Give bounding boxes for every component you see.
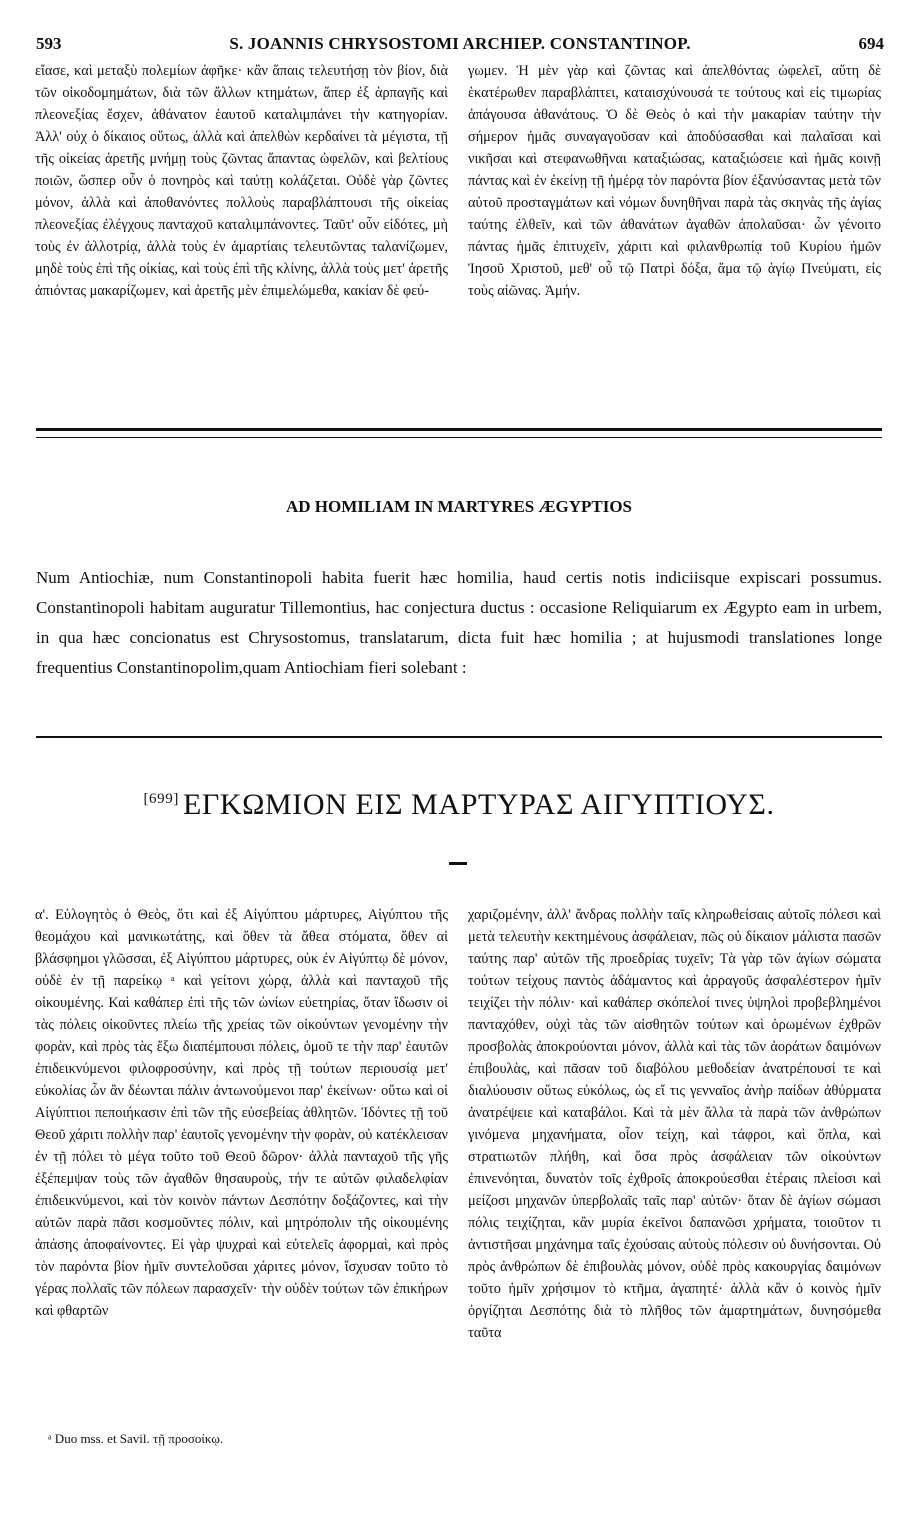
bottom-right-text: χαριζομένην, ἀλλ' ἄνδρας πολλὴν ταῖς κληρωθείσαις αὐτοῖς πόλεσι καὶ μετὰ τελευτὴν κεκτημένους ἀσφάλειαν, πῶς οὐ δίκαιον μάλιστα πασῶν ταύτης παρ' αὐτῶν τῆς προεδρίας τυχεῖν; Τὰ γὰρ τῶν ἁγίων σώματα τούτων τείχους παντὸς ἀδάμαντος καὶ ἀρραγοῦς ἀσφαλέστερον ἡμῖν τειχίζει τὴν πόλιν· καὶ καθάπερ σκόπελοί τινες ὑψηλοὶ προβεβλημένοι πανταχόθεν, οὐχὶ τὰς τῶν αἰσθητῶν τούτων καὶ ὁρωμένων ἐχθρῶν προσβολὰς ἀποκρούονται μόνον, ἀλλὰ καὶ τὰς τῶν ἀοράτων δαιμόνων ἐπιβουλὰς, καὶ πᾶσαν τοῦ διαβόλου μεθοδείαν ἀνατρέπουσί τε καὶ διαλύουσιν οὕτως εὐκόλως, ὡς εἴ τις γενναῖος ἀνὴρ παίδων ἀθύρματα ἀνατρέψειε καὶ καταβάλοι. Καὶ τὰ μὲν ἄλλα τὰ παρὰ τῶν ἀνθρώπων γινόμενα μηχανήματα, οἷον τείχη, καὶ τάφροι, καὶ ὅπλα, καὶ στρατιωτῶν πλήθη, καὶ ὅσα πρὸς ἀσφάλειαν τῶν οἰκούντων ἐπινενόηται, δυνατὸν τοῖς ἐχθροῖς ἀποκρούεσθαι ἑτέραις πλείοσι καὶ μείζοσι μηχανῶν ὑπερβολαῖς ταῖς παρ' αὐτῶν· ὅταν δὲ ἁγίων σώμασι πόλις τειχίζηται, κἂν μυρία ἐκεῖνοι δαπανῶσι χρήματα, τοιοῦτον τι ἀντιστῆσαι μηχάνημα ταῖς ἐχούσαις αὐτοὺς πόλεσιν οὐ δυνήσονται. Οὐ πρὸς ἀνθρώπων δὲ ἐπιβουλὰς μόνον, οὐδὲ πρὸς κακουργίας δαιμόνων τοῦτο ἡμῖν χρήσιμον τὸ κτῆμα, ἀγαπητέ· ἀλλὰ κἂν ὁ κοινὸς ἡμῖν ὀργίζηται Δεσπότης διὰ τὸ πλῆθος τῶν ἁμαρτημάτων, δυνησόμεθα ταῦτα	[468, 907, 881, 1341]
bottom-left-text: α'. Εὐλογητὸς ὁ Θεὸς, ὅτι καὶ ἐξ Αἰγύπτου μάρτυρες, Αἰγύπτου τῆς θεομάχου καὶ μανικωτάτης, καὶ ὅθεν τὰ ἄθεα στόματα, ὅθεν αἱ βλάσφημοι γλῶσσαι, ἐξ Αἰγύπτου μάρτυρες, οὐκ ἐν Αἰγύπτῳ δὲ μόνον, οὐδὲ ἐν τῇ παρείκῳ ᵃ καὶ γείτονι χώρᾳ, ἀλλὰ καὶ πανταχοῦ τῆς οἰκουμένης. Καὶ καθάπερ ἐπὶ τῆς τῶν ὠνίων εὐετηρίας, ὅταν ἴδωσιν οἱ τὰς πόλεις οἰκοῦντες πλείω τῆς χρείας τῶν οἰκούντων γενομένην τὴν φορὰν, καὶ πρὸς τὰς ἔξω διαπέμπουσι πόλεις, ὁμοῦ τε τὴν παρ' ἑαυτῶν ἐπιδεικνύμενοι φιλοφροσύνην, καὶ πρὸς τῇ τούτων περιουσίᾳ μετ' εὐκολίας ὧν ἂν δέωνται πάλιν ἀντωνούμενοι παρ' ἐκείνων· οὕτω καὶ οἱ Αἰγύπτιοι πεποιήκασιν ἐπὶ τῶν τῆς εὐσεβείας ἀθλητῶν. Ἰδόντες τῇ τοῦ Θεοῦ χάριτι πολλὴν παρ' ἑαυτοῖς γενομένην τὴν φορὰν, οὐ κατέκλεισαν ἐν τῇ πόλει τὸ μέγα τοῦτο τοῦ Θεοῦ δῶρον· ἀλλὰ πανταχοῦ τῆς γῆς ἐξέπεμψαν τοὺς τῶν ἀγαθῶν θησαυροὺς, τήν τε αὐτῶν φιλαδελφίαν ἐπιδεικνύμενοι, καὶ τὸν κοινὸν πάντων Δεσπότην δοξάζοντες, καὶ τὴν αὐτῶν παρὰ πᾶσι κοσμοῦντες πόλιν, καὶ μητρόπολιν τῆς οἰκουμένης ἁπάσης ἀποφαίνοντες. Εἰ γὰρ ψυχραὶ καὶ εὐτελεῖς ἀφορμαὶ, καὶ πρὸς τὸν παρόντα βίον ἡμῖν συντελοῦσαι χάριτες μόνον, ἴσχυσαν τοῦτο τὸ γέρας πολλαῖς τῶν πόλεων παρασχεῖν· τὴν οὐδὲν τούτων τῶν ἐπικήρων καὶ φθαρτῶν	[35, 907, 448, 1319]
page-number-right: 694	[858, 34, 884, 53]
double-rule-divider	[36, 428, 882, 438]
footnote: ᵃ Duo mss. et Savil. τῇ προσοίκῳ.	[48, 1431, 224, 1446]
title-dash-divider	[449, 862, 467, 865]
top-left-column	[35, 60, 448, 302]
top-right-text: γωμεν. Ἡ μὲν γὰρ καὶ ζῶντας καὶ ἀπελθόντας ὠφελεῖ, αὕτη δὲ ἑκατέρωθεν παραβλάπτει, καταισχύνουσά τε τούτους καὶ εἰς τιμωρίας ἀπάγουσα ἀθανάτους. Ὁ δὲ Θεὸς ὁ καὶ τὴν μακαρίαν ταύτην τὴν σήμερον ἡμᾶς συναγαγοῦσαν καὶ ἀποδύσασθαι καὶ παλαῖσαι καὶ νικῆσαι καὶ στεφανωθῆναι καταξιώσας, καταξιώσειε καὶ ἡμᾶς κοινῇ πάντας καὶ ἐν ἐκείνῃ τῇ ἡμέρᾳ τὸν παρόντα βίον ἐξανύσαντας μετὰ τῶν αὐτοῦ προσταγμάτων καὶ νόμων δυνηθῆναι παρὰ τὰς σκηνὰς τῆς ἁγίας ταύτης ἐλθεῖν, καὶ τῶν ἀθανάτων ἀγαθῶν ἀπολαῦσαι· ὧν γένοιτο πάντας ἡμᾶς ἐπιτυχεῖν, χάριτι καὶ φιλανθρωπίᾳ τοῦ Κυρίου ἡμῶν Ἰησοῦ Χριστοῦ, μεθ' οὗ τῷ Πατρὶ δόξα, ἅμα τῷ ἁγίῳ Πνεύματι, εἰς τοὺς αἰῶνας. Ἀμήν.	[468, 63, 881, 299]
top-right-column	[468, 60, 881, 302]
page-number-left: 593	[36, 34, 62, 53]
bottom-right-column	[468, 904, 881, 1344]
latin-preface: Num Antiochiæ, num Constantinopoli habita fuerit hæc homilia, haud certis notis indiciisque expiscari possumus. Constantinopoli habitam auguratur Tillemontius, hac conjectura ductus : occasione Reliquiarum ex Ægypto eam in urbem, in qua hæc concionatus est Chrysostomus, translatarum, dicta fuit hæc homilia ; at hujusmodi translationes longe frequentius Constantinopolim,quam Antiochiam fieri solebant :	[36, 568, 882, 677]
page-marker: [699]	[143, 791, 179, 807]
section-title: AD HOMILIAM IN MARTYRES ÆGYPTIOS	[285, 497, 633, 516]
homily-title	[36, 788, 882, 822]
top-left-text: εἴασε, καὶ μεταξὺ πολεμίων ἀφῆκε· κἂν ἅπαις τελευτήσῃ τὸν βίον, διὰ τῶν οἰκοδομημάτων, διὰ τῶν ἄλλων κτημάτων, ἅπερ ἐξ ἁρπαγῆς καὶ πλεονεξίας ἔσχεν, ἀθάνατον ἑαυτοῦ καταλιμπάνει τὴν κατηγορίαν. Ἀλλ' οὐχ ὁ δίκαιος οὕτως, ἀλλὰ καὶ ἀπελθὼν κερδαίνει τὰ μέγιστα, τῇ τῆς οἰκείας ἀρετῆς μνήμῃ τοὺς ζῶντας ἅπαντας ὠφελῶν, καὶ βελτίους ποιῶν, ὥσπερ οὖν ὁ πονηρὸς καὶ ταύτῃ κολάζεται. Οὐδὲ γὰρ ζῶντες μόνον, ἀλλὰ καὶ ἀποθανόντες πολλοὺς παραβλάπτουσι τῆς οἰκείας πλεονεξίας ἐλέγχους πανταχοῦ καταλιμπάνοντες. Ταῦτ' οὖν εἰδότες, μὴ τοὺς ἐν ἀλλοτρίᾳ, ἀλλὰ τοὺς ἐν ἁμαρτίαις τελευτῶντας ταλανίζωμεν, μηδὲ τοὺς ἐπὶ τῆς οἰκίας, καὶ τοὺς ἐπὶ τῆς κλίνης, ἀλλὰ τοὺς μετ' ἀρετῆς ἀπιόντας μακαρίζωμεν, καὶ ἀρετῆς μὲν ἐπιμελώμεθα, κακίαν δὲ φεύ-	[35, 63, 448, 299]
bottom-left-column	[35, 904, 448, 1322]
running-header	[36, 34, 884, 60]
homily-title-text: ΕΓΚΩΜΙΟΝ ΕΙΣ ΜΑΡΤΥΡΑΣ ΑΙΓΥΠΤΙΟΥΣ.	[182, 788, 775, 821]
single-rule-divider	[36, 736, 882, 738]
running-head-title: S. JOANNIS CHRYSOSTOMI ARCHIEP. CONSTANTINOP.	[229, 34, 691, 53]
